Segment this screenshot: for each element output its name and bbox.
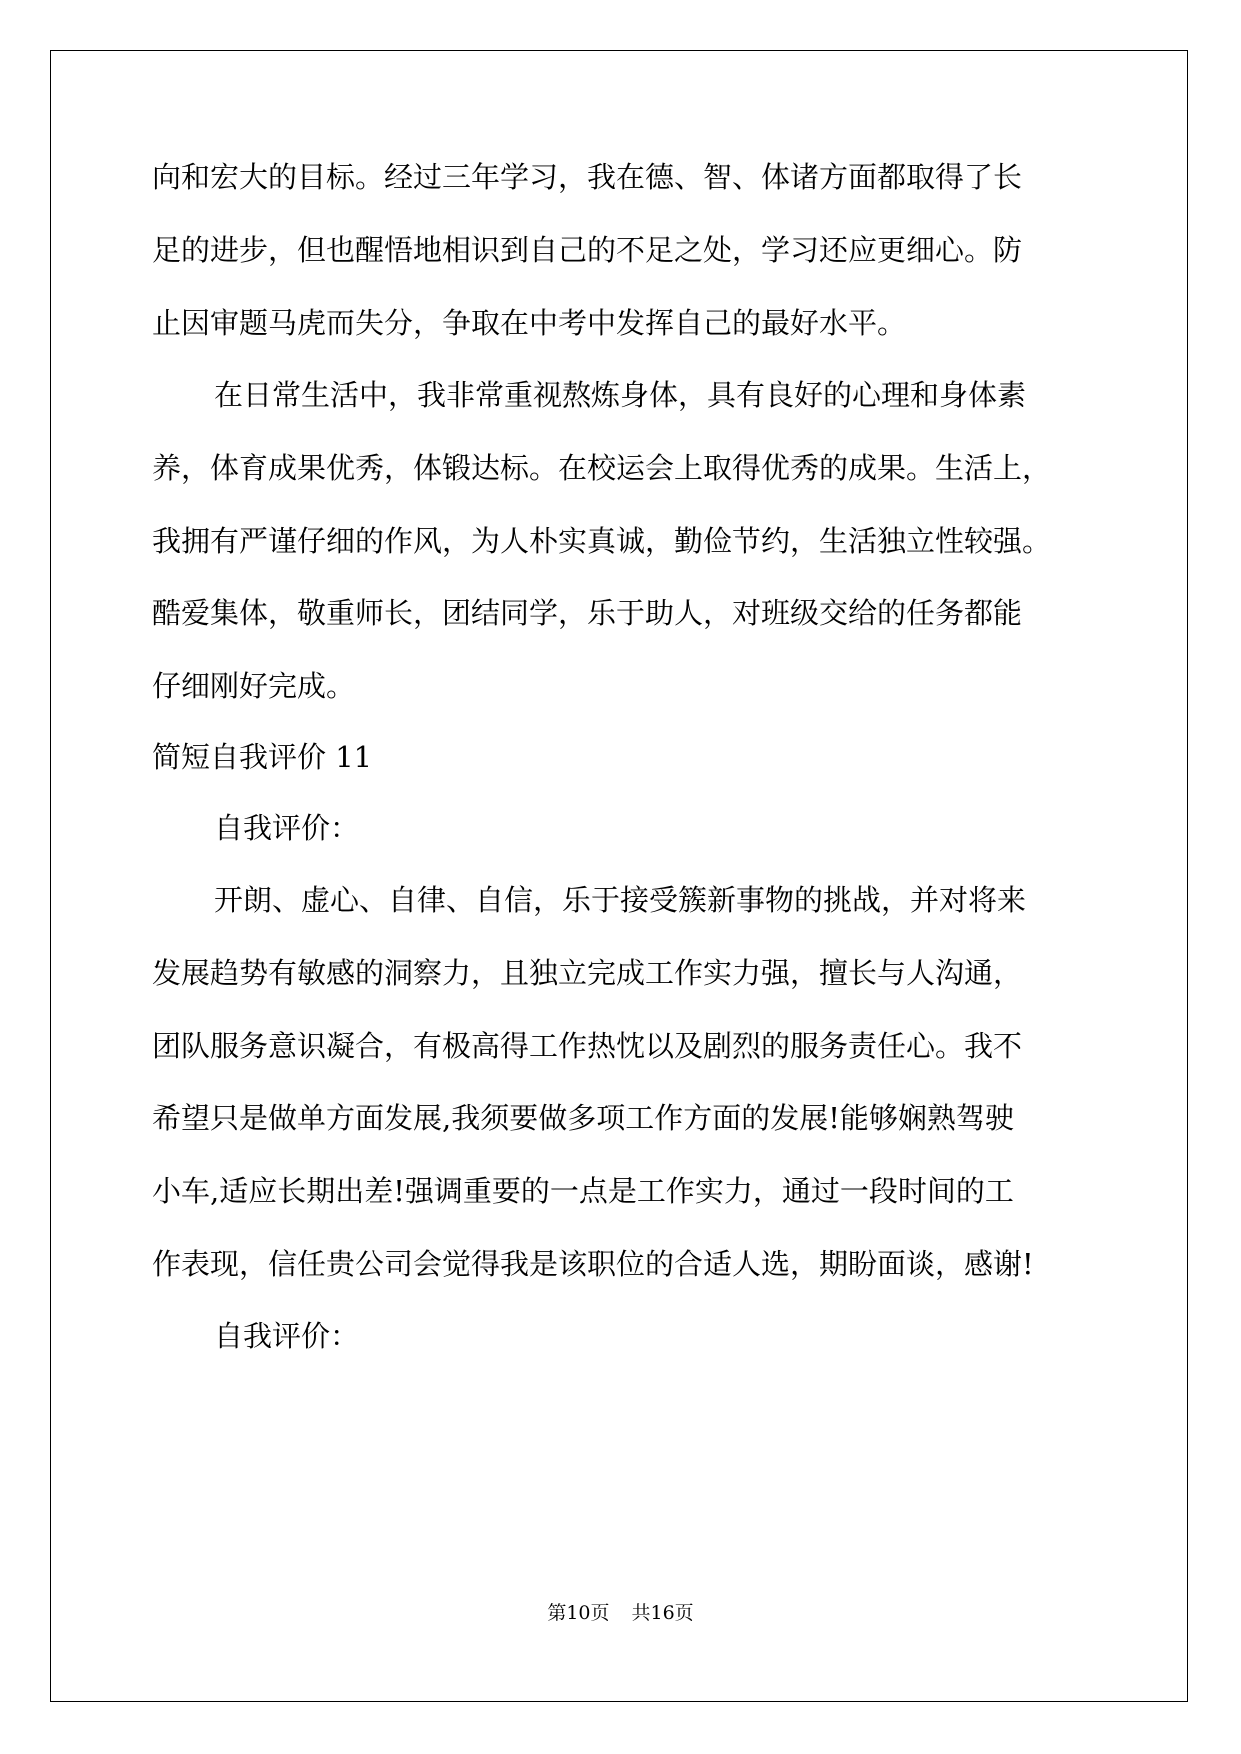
page-footer <box>0 1601 1241 1625</box>
text-line: 我拥有严谨仔细的作风，为人朴实真诚，勤俭节约，生活独立性较强。 <box>152 524 1052 558</box>
text-line: 足的进步，但也醒悟地相识到自己的不足之处，学习还应更细心。防 <box>152 233 1023 267</box>
paragraph-start-line: 在日常生活中，我非常重视熬炼身体，具有良好的心理和身体素 <box>214 378 1027 412</box>
page-border <box>50 50 1188 1702</box>
text-line: 团队服务意识凝合，有极高得工作热忱以及剧烈的服务责任心。我不 <box>152 1029 1023 1063</box>
paragraph-start-line: 开朗、虚心、自律、自信，乐于接受簇新事物的挑战，并对将来 <box>214 883 1027 917</box>
text-line: 仔细刚好完成。 <box>152 669 356 703</box>
text-line: 发展趋势有敏感的洞察力，且独立完成工作实力强，擅长与人沟通， <box>152 956 1023 990</box>
total-pages: 共16页 <box>631 1602 694 1624</box>
text-line: 向和宏大的目标。经过三年学习，我在德、智、体诸方面都取得了长 <box>152 160 1023 194</box>
subheading: 自我评价： <box>214 1319 360 1353</box>
section-heading: 简短自我评价 11 <box>152 740 373 774</box>
text-line: 酷爱集体，敬重师长，团结同学，乐于助人，对班级交给的任务都能 <box>152 596 1023 630</box>
text-line: 养，体育成果优秀，体锻达标。在校运会上取得优秀的成果。生活上， <box>152 451 1052 485</box>
text-line: 止因审题马虎而失分，争取在中考中发挥自己的最好水平。 <box>152 306 907 340</box>
text-line: 作表现，信任贵公司会觉得我是该职位的合适人选，期盼面谈，感谢! <box>152 1247 1034 1281</box>
text-line: 希望只是做单方面发展,我须要做多项工作方面的发展!能够娴熟驾驶 <box>152 1101 1014 1135</box>
text-line: 小车,适应长期出差!强调重要的一点是工作实力，通过一段时间的工 <box>152 1174 1014 1208</box>
current-page-number: 第10页 <box>547 1602 610 1624</box>
subheading: 自我评价： <box>214 811 360 845</box>
